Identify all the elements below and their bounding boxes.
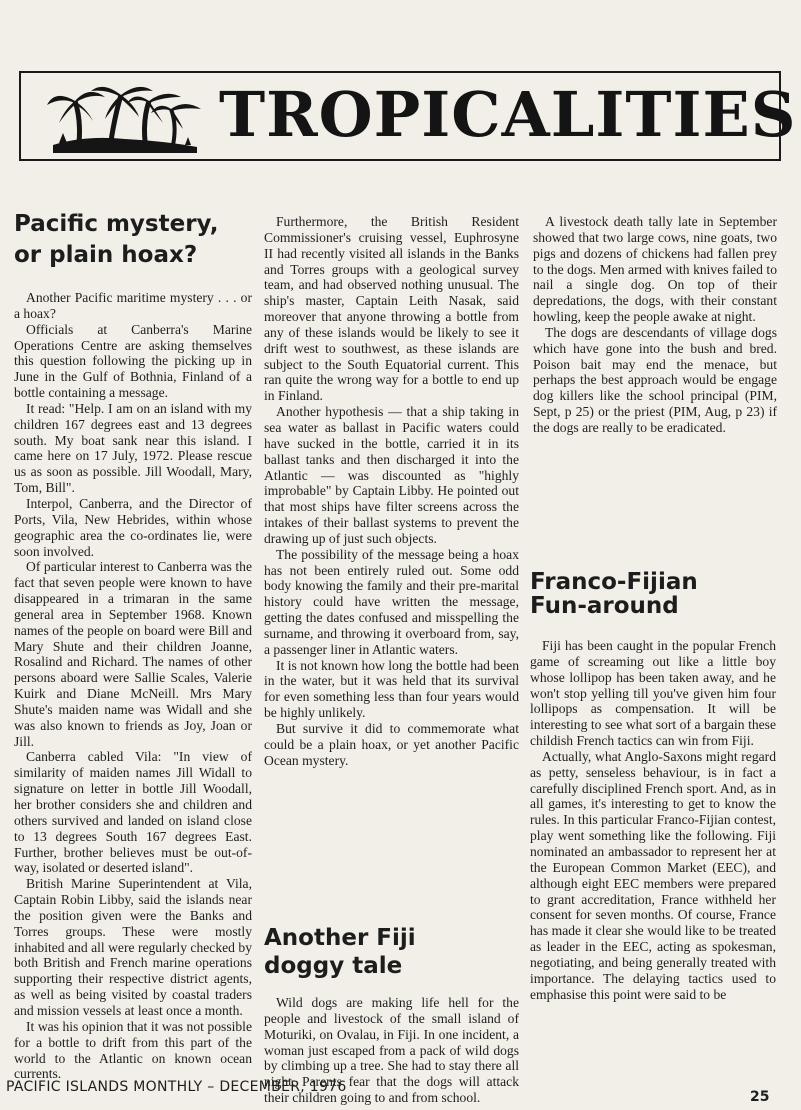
headline-pacific-mystery-line1: Pacific mystery, [14,211,219,237]
page-number: 25 [750,1089,770,1105]
paragraph: The dogs are descendants of village dogs which have gone into the bush and bred. Poison bait may end the menace, but perhaps the best approach would be engage dog killers like the school principal (PIM, Sept, p 25) or the priest (PIM, Aug, p 23) if the dogs are really to be eradicated. [533,324,777,435]
paragraph: Of particular interest to Canberra was the fact that seven people were known to have disappeared in a trimaran in the same general area in September 1968. Known names of the people on board were Bill and Mary Shute and their children Joanne, Rosalind and Richard. The names of other persons aboard were Sallie Scales, Valerie Kuirk and Diane McNeill. Mrs Mary Shute's maiden name was Widall and she was also known to friends as Joy, Joan or Jill. [14,559,252,749]
paragraph: Interpol, Canberra, and the Director of Ports, Vila, New Hebrides, within whose geographic area the co-ordinates lie, were soon involved. [14,495,252,559]
headline-fiji-doggy-line1: Another Fiji [264,925,416,951]
paragraph: Canberra cabled Vila: "In view of similarity of maiden names Jill Widall to signature on letter in bottle Jill Woodall, her brother considers she and children and others survived and landed on island close to 13 degrees South 167 degrees East. Further, brother believes must be out-of-way, isolated or deserted island". [14,749,252,876]
section-banner [19,71,797,161]
paragraph: But survive it did to commemorate what could be a plain hoax, or yet another Pacific Ocean mystery. [264,721,519,768]
paragraph: Fiji has been caught in the popular French game of screaming out like a little boy whose lollipop has been taken away, and he won't stop yelling till you've given him four lollipops as compensation. It will be interesting to see what sort of a bargain these childish French tactics can win from Fiji. [530,638,776,749]
article-fiji-doggy-body-continued [533,214,777,436]
paragraph: Wild dogs are making life hell for the people and livestock of the small island of Moturiki, on Ovalau, in Fiji. In one incident, a woman just escaped from a pack of wild dogs by climbing up a tree. She had to stay there all night. Parents fear that the dogs will attack their children going to and from school. [264,995,519,1106]
paragraph: Another hypothesis — that a ship taking in sea water as ballast in Pacific waters could have sucked in the bottle, carried it in its ballast tanks and then discharged it into the Atlantic — was discounted as "highly improbable" by Captain Libby. He pointed out that most ships have filter screens across the intakes of their ballast systems to prevent the drawing up of just such objects. [264,404,519,546]
article-franco-fijian-body [530,638,776,1002]
paragraph: Furthermore, the British Resident Commissioner's cruising vessel, Euphrosyne II had recently visited all islands in the Banks and Torres groups with a geological survey team, and had observed nothing unusual. The ship's master, Captain Leith Nasak, said moreover that anyone throwing a bottle from any of these islands would be likely to see it drift west to southwest, as these islands are subject to the South Equatorial current. This ran quite the wrong way for a bottle to end up in Finland. [264,214,519,404]
headline-franco-fijian-line1: Franco-Fijian [530,569,698,595]
publication-footer: PACIFIC ISLANDS MONTHLY – DECEMBER, 1976 [6,1079,347,1095]
headline-pacific-mystery-line2: or plain hoax? [14,242,198,268]
paragraph: British Marine Superintendent at Vila, Captain Robin Libby, said the islands near the position given were the Banks and Torres groups. These were mostly inhabited and all were regularly checked by both British and French marine operations supporting their respective district agents, as well as being visited by coastal traders and mission vessels at least once a month. [14,876,252,1018]
paragraph: A livestock death tally late in September showed that two large cows, nine goats, two pigs and dozens of chickens had fallen prey to the dogs. Men armed with knives failed to nail a single dog. On top of their depredations, the dogs, with their constant howling, keep the people awake at night. [533,214,777,325]
section-title: TROPICALITIES [219,78,797,151]
article-pacific-mystery-body-part2 [264,214,519,769]
paragraph: Another Pacific maritime mystery . . . or a hoax? [14,290,252,321]
paragraph: Officials at Canberra's Marine Operations Centre are asking themselves this question following the picking up in June in the Gulf of Bothnia, Finland of a bottle containing a message. [14,321,252,401]
paragraph: It is not known how long the bottle had been in the water, but it was held that its survival for even something less than four years would be highly unlikely. [264,657,519,721]
paragraph: It read: "Help. I am on an island with my children 167 degrees east and 13 degrees south. My boat sank near this island. I came here on 17 July, 1972. Please rescue us as soon as possible. Jill Woodall, Mary, Tom, Bill". [14,400,252,496]
paragraph: It was his opinion that it was not possible for a bottle to drift from this part of the world to the Atlantic on known ocean currents. [14,1018,252,1082]
headline-franco-fijian-line2: Fun-around [530,593,679,619]
headline-fiji-doggy-line2: doggy tale [264,953,403,979]
palm-trees-illustration [45,79,205,159]
article-pacific-mystery-body-part1 [14,290,252,1082]
paragraph: The possibility of the message being a hoax has not been entirely ruled out. Some odd body knowing the family and their pre-marital history could have written the message, getting the dates confused and misspelling the surname, and throwing it overboard from, say, a passenger liner in Atlantic waters. [264,546,519,657]
paragraph: Actually, what Anglo-Saxons might regard as petty, senseless behaviour, is in fact a carefully disciplined French sport. And, as in all games, it's interesting to get to know the rules. In this particular Franco-Fijian contest, play went something like the following. Fiji nominated an ambassador to represent her at the European Common Market (EEC), and although eight EEC members were prepared to grant accreditation, France withheld her consent for seven months. Of course, France has made it clear she would like to be treated as leader in the EEC, acting as spokesman, negotiating, and being generally treated with importance. The delaying tactics used to emphasise this point were said to be [530,748,776,1002]
